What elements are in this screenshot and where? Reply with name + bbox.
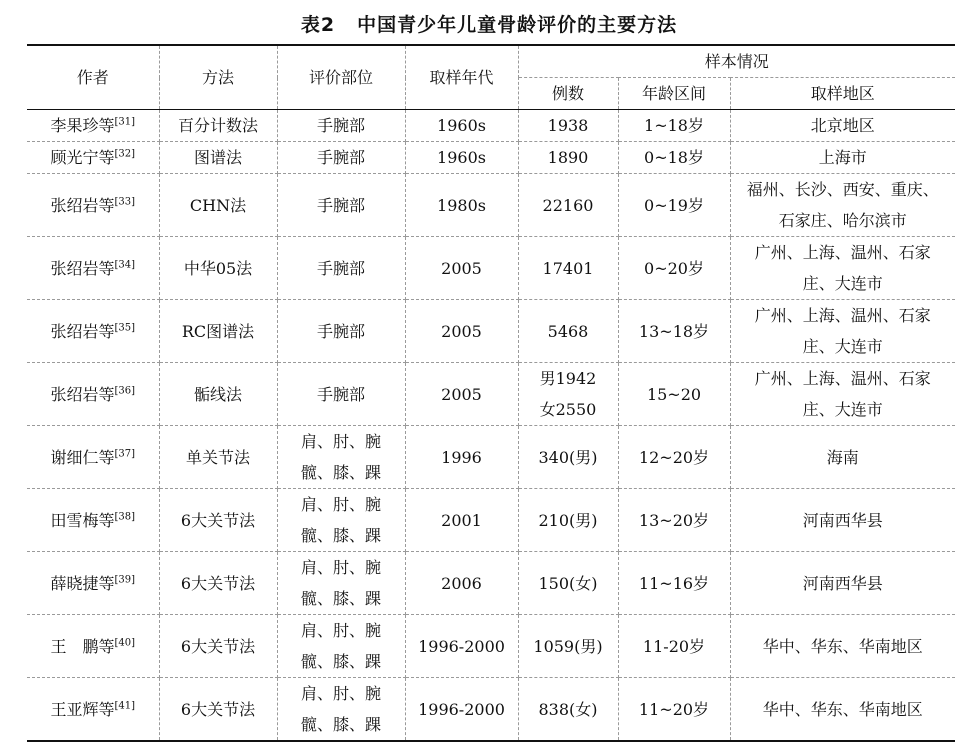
cell-count: 17401 (518, 237, 618, 300)
cell-age: 13~18岁 (618, 300, 730, 363)
cell-author: 张绍岩等[33] (27, 174, 159, 237)
table-title (0, 10, 978, 37)
cell-author: 田雪梅等[38] (27, 489, 159, 552)
table-row (27, 615, 955, 678)
cell-method: 6大关节法 (159, 678, 277, 742)
cell-author: 顾光宁等[32] (27, 142, 159, 174)
table-row (27, 300, 955, 363)
cell-author: 王亚辉等[41] (27, 678, 159, 742)
cell-site: 手腕部 (277, 363, 405, 426)
cell-site: 肩、肘、腕 髋、膝、踝 (277, 615, 405, 678)
cell-period: 1996-2000 (405, 678, 518, 742)
cell-count: 340(男) (518, 426, 618, 489)
cell-count: 1890 (518, 142, 618, 174)
cell-region: 广州、上海、温州、石家 庄、大连市 (730, 300, 955, 363)
cell-method: 百分计数法 (159, 110, 277, 142)
cell-site: 肩、肘、腕 髋、膝、踝 (277, 489, 405, 552)
cell-method: RC图谱法 (159, 300, 277, 363)
cell-count: 838(女) (518, 678, 618, 742)
cell-age: 15~20 (618, 363, 730, 426)
cell-age: 0~18岁 (618, 142, 730, 174)
bone-age-methods-table (27, 44, 955, 742)
cell-period: 2005 (405, 363, 518, 426)
cell-period: 2001 (405, 489, 518, 552)
table-row (27, 237, 955, 300)
cell-region: 福州、长沙、西安、重庆、 石家庄、哈尔滨市 (730, 174, 955, 237)
cell-count: 1938 (518, 110, 618, 142)
cell-region: 上海市 (730, 142, 955, 174)
cell-site: 手腕部 (277, 237, 405, 300)
cell-region: 海南 (730, 426, 955, 489)
cell-site: 手腕部 (277, 300, 405, 363)
cell-region: 广州、上海、温州、石家 庄、大连市 (730, 237, 955, 300)
cell-author: 谢细仁等[37] (27, 426, 159, 489)
header-period: 取样年代 (405, 45, 518, 110)
cell-site: 手腕部 (277, 142, 405, 174)
cell-region: 河南西华县 (730, 489, 955, 552)
cell-age: 11-20岁 (618, 615, 730, 678)
cell-period: 1996 (405, 426, 518, 489)
cell-method: 6大关节法 (159, 615, 277, 678)
cell-site: 手腕部 (277, 110, 405, 142)
cell-method: 图谱法 (159, 142, 277, 174)
header-sample: 样本情况 (518, 45, 955, 78)
cell-age: 13~20岁 (618, 489, 730, 552)
header-site: 评价部位 (277, 45, 405, 110)
cell-author: 张绍岩等[35] (27, 300, 159, 363)
cell-author: 张绍岩等[36] (27, 363, 159, 426)
cell-region: 华中、华东、华南地区 (730, 678, 955, 742)
cell-count: 210(男) (518, 489, 618, 552)
cell-author: 李果珍等[31] (27, 110, 159, 142)
table-caption: 中国青少年儿童骨龄评价的主要方法 (357, 14, 678, 36)
table-row (27, 678, 955, 742)
header-count: 例数 (518, 78, 618, 110)
header-author: 作者 (27, 45, 159, 110)
table-row (27, 363, 955, 426)
cell-period: 2005 (405, 300, 518, 363)
cell-age: 0~20岁 (618, 237, 730, 300)
cell-age: 11~20岁 (618, 678, 730, 742)
cell-count: 22160 (518, 174, 618, 237)
table-number: 表2 (300, 14, 336, 36)
table-row (27, 110, 955, 142)
cell-method: 单关节法 (159, 426, 277, 489)
cell-method: 中华05法 (159, 237, 277, 300)
cell-period: 1960s (405, 110, 518, 142)
cell-count: 150(女) (518, 552, 618, 615)
cell-region: 广州、上海、温州、石家 庄、大连市 (730, 363, 955, 426)
cell-method: 6大关节法 (159, 489, 277, 552)
cell-count: 男1942 女2550 (518, 363, 618, 426)
cell-age: 11~16岁 (618, 552, 730, 615)
cell-method: 6大关节法 (159, 552, 277, 615)
cell-method: 骺线法 (159, 363, 277, 426)
cell-author: 王 鹏等[40] (27, 615, 159, 678)
cell-site: 肩、肘、腕 髋、膝、踝 (277, 678, 405, 742)
header-method: 方法 (159, 45, 277, 110)
cell-region: 北京地区 (730, 110, 955, 142)
table-row (27, 552, 955, 615)
cell-author: 张绍岩等[34] (27, 237, 159, 300)
cell-site: 肩、肘、腕 髋、膝、踝 (277, 426, 405, 489)
header-age: 年龄区间 (618, 78, 730, 110)
cell-count: 5468 (518, 300, 618, 363)
table-row (27, 142, 955, 174)
cell-method: CHN法 (159, 174, 277, 237)
cell-age: 1~18岁 (618, 110, 730, 142)
table-row (27, 489, 955, 552)
cell-site: 手腕部 (277, 174, 405, 237)
cell-count: 1059(男) (518, 615, 618, 678)
header-region: 取样地区 (730, 78, 955, 110)
cell-period: 1980s (405, 174, 518, 237)
table-row (27, 426, 955, 489)
cell-period: 2006 (405, 552, 518, 615)
cell-site: 肩、肘、腕 髋、膝、踝 (277, 552, 405, 615)
cell-age: 0~19岁 (618, 174, 730, 237)
cell-author: 薛晓捷等[39] (27, 552, 159, 615)
cell-region: 河南西华县 (730, 552, 955, 615)
cell-period: 2005 (405, 237, 518, 300)
cell-period: 1996-2000 (405, 615, 518, 678)
table-row (27, 174, 955, 237)
cell-region: 华中、华东、华南地区 (730, 615, 955, 678)
cell-age: 12~20岁 (618, 426, 730, 489)
cell-period: 1960s (405, 142, 518, 174)
